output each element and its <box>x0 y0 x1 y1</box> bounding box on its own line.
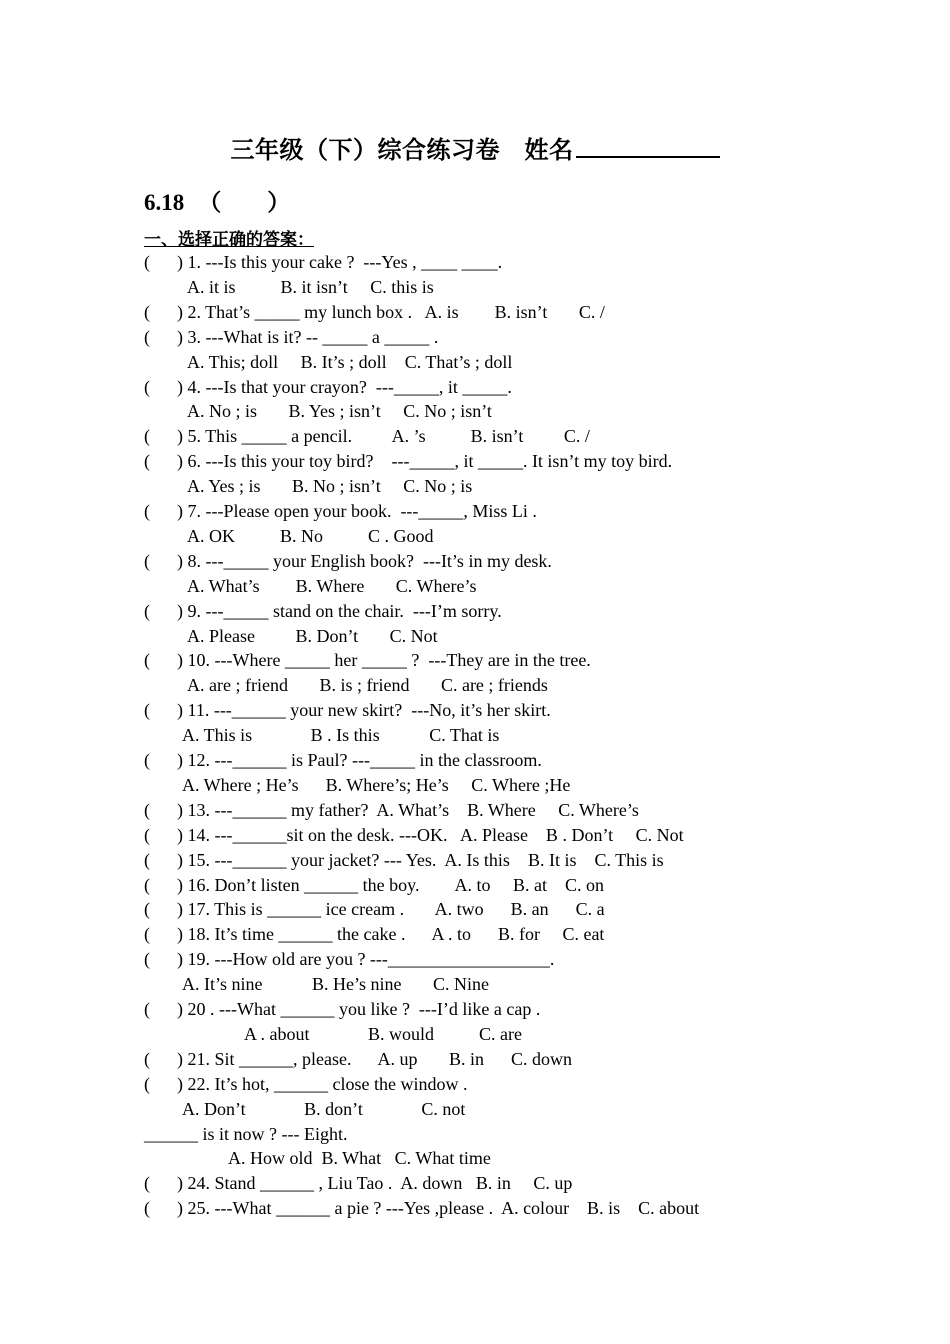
question-line: ( ) 21. Sit ______, please. A. up B. in C. down <box>144 1048 572 1069</box>
question-line: ( ) 18. It’s time ______ the cake . A . to B. for C. eat <box>144 924 605 945</box>
answer-options-line: A. It’s nine B. He’s nine C. Nine <box>182 974 489 995</box>
question-line: ( ) 17. This is ______ ice cream . A. two B. an C. a <box>144 899 605 920</box>
question-line: ( ) 3. ---What is it? -- _____ a _____ . <box>144 326 439 347</box>
question-line: ( ) 24. Stand ______ , Liu Tao . A. down B. in C. up <box>144 1173 573 1194</box>
answer-options-line: A . about B. would C. are <box>244 1023 522 1044</box>
question-line: ( ) 11. ---______ your new skirt? ---No, it’s her skirt. <box>144 700 551 721</box>
page-title <box>0 130 950 165</box>
question-line: ( ) 1. ---Is this your cake ? ---Yes , ____ ____. <box>144 252 503 272</box>
question-line: ( ) 10. ---Where _____ her _____ ? ---They are in the tree. <box>144 650 591 671</box>
question-line: ( ) 12. ---______ is Paul? ---_____ in the classroom. <box>144 750 542 770</box>
question-line: ( ) 6. ---Is this your toy bird? ---_____, it _____. It isn’t my toy bird. <box>144 451 673 472</box>
answer-options-line: A. Please B. Don’t C. Not <box>187 625 438 646</box>
answer-options-line: A. No ; is B. Yes ; isn’t C. No ; isn’t <box>187 401 492 422</box>
answer-options-line: A. This; doll B. It’s ; doll C. That’s ; doll <box>187 351 513 372</box>
date-line <box>144 184 290 217</box>
answer-options-line: A. How old B. What C. What time <box>228 1148 491 1169</box>
answer-options-line: A. What’s B. Where C. Where’s <box>187 575 477 596</box>
answer-options-line: A. This is B . Is this C. That is <box>182 725 500 746</box>
question-line: ( ) 13. ---______ my father? A. What’s B. Where C. Where’s <box>144 799 639 820</box>
answer-options-line: A. Where ; He’s B. Where’s; He’s C. Where ;He <box>182 774 571 795</box>
question-line: ( ) 22. It’s hot, ______ close the window . <box>144 1073 468 1094</box>
question-line: ( ) 19. ---How old are you ? ---__________________. <box>144 949 555 970</box>
question-line: ( ) 4. ---Is that your crayon? ---_____, it _____. <box>144 376 512 397</box>
question-line: ( ) 7. ---Please open your book. ---_____, Miss Li . <box>144 501 537 521</box>
question-line: ( ) 8. ---_____ your English book? ---It’s in my desk. <box>144 550 552 571</box>
question-line: ( ) 16. Don’t listen ______ the boy. A. to B. at C. on <box>144 874 604 895</box>
answer-options-line: A. Don’t B. don’t C. not <box>182 1098 466 1119</box>
question-line: ( ) 2. That’s _____ my lunch box . A. is B. isn’t C. / <box>144 301 605 322</box>
answer-options-line: A. it is B. it isn’t C. this is <box>187 276 434 297</box>
name-blank-line[interactable] <box>576 134 720 158</box>
question-line: ( ) 15. ---______ your jacket? --- Yes. A. Is this B. It is C. This is <box>144 849 664 870</box>
date-text: 6.18 <box>144 190 185 215</box>
question-line: ( ) 9. ---_____ stand on the chair. ---I’m sorry. <box>144 600 502 621</box>
question-line: ( ) 20 . ---What ______ you like ? ---I’d like a cap . <box>144 999 541 1019</box>
question-line: ( ) 25. ---What ______ a pie ? ---Yes ,please . A. colour B. is C. about <box>144 1198 700 1219</box>
title-text: 三年级（下）综合练习卷 姓名 <box>230 136 574 164</box>
score-paren: （ ） <box>198 190 291 215</box>
answer-options-line: A. are ; friend B. is ; friend C. are ; friends <box>187 675 548 696</box>
question-line: ______ is it now ? --- Eight. <box>144 1123 348 1144</box>
section-title: 一、选择正确的答案： <box>144 230 314 250</box>
answer-options-line: A. OK B. No C . Good <box>187 525 434 546</box>
answer-options-line: A. Yes ; is B. No ; isn’t C. No ; is <box>187 476 473 497</box>
question-line: ( ) 5. This _____ a pencil. A. ’s B. isn’t C. / <box>144 426 590 447</box>
question-line: ( ) 14. ---______sit on the desk. ---OK. A. Please B . Don’t C. Not <box>144 824 684 845</box>
